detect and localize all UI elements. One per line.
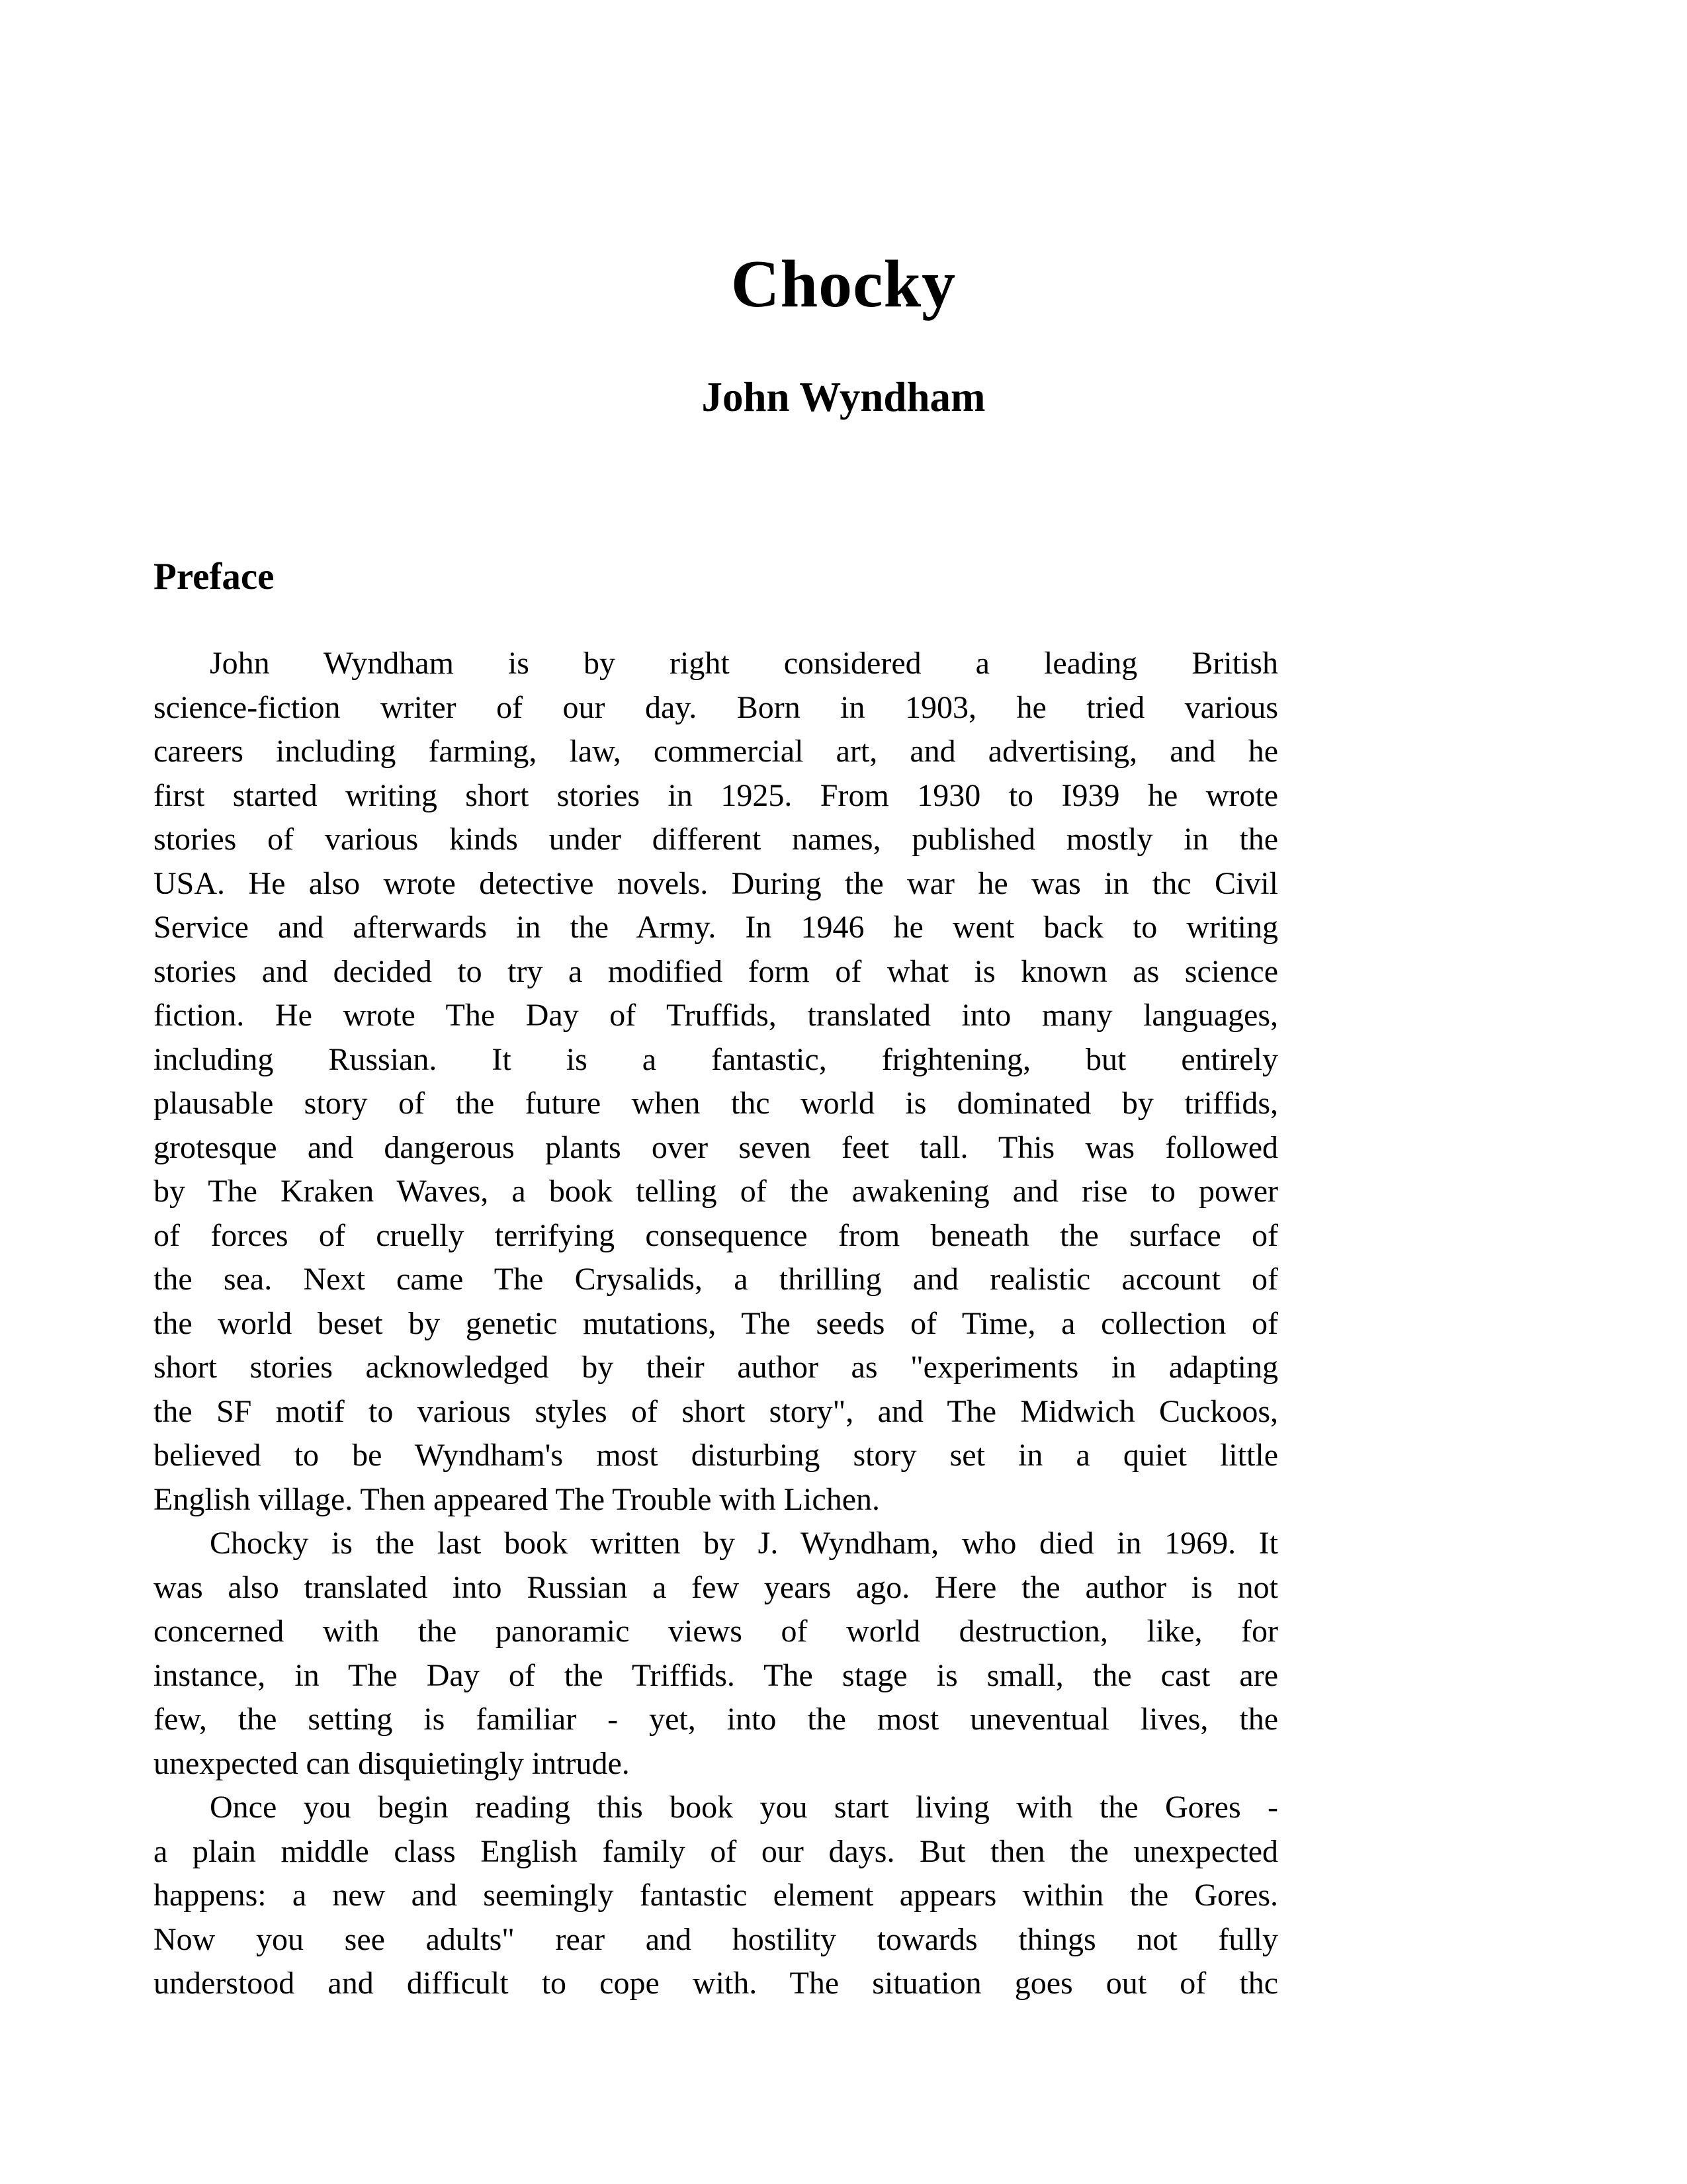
text-line: Service and afterwards in the Army. In 1946 he went back to writing — [153, 910, 1278, 945]
preface-body — [153, 642, 1278, 2006]
text-line: plausable story of the future when thc world is dominated by triffids, — [153, 1086, 1278, 1121]
text-line: including Russian. It is a fantastic, frightening, but entirely — [153, 1041, 1278, 1077]
text-line: stories of various kinds under different names, published mostly in the — [153, 822, 1278, 857]
text-line: unexpected can disquietingly intrude. — [153, 1745, 630, 1781]
text-line: first started writing short stories in 1925. From 1930 to I939 he wrote — [153, 777, 1278, 813]
text-line: concerned with the panoramic views of world destruction, like, for — [153, 1614, 1278, 1649]
section-heading: Preface — [153, 556, 275, 597]
text-line: stories and decided to try a modified form of what is known as science — [153, 953, 1278, 989]
text-line: Once you begin reading this book you start living with the Gores - — [210, 1790, 1278, 1825]
text-line: by The Kraken Waves, a book telling of the awakening and rise to power — [153, 1174, 1278, 1209]
text-line: English village. Then appeared The Trouble with Lichen. — [153, 1481, 880, 1517]
text-line: happens: a new and seemingly fantastic element appears within the Gores. — [153, 1878, 1278, 1913]
text-line: grotesque and dangerous plants over seven feet tall. This was followed — [153, 1129, 1278, 1165]
text-line: Chocky is the last book written by J. Wyndham, who died in 1969. It — [210, 1526, 1278, 1561]
book-title: Chocky — [730, 247, 957, 322]
text-line: few, the setting is familiar - yet, into the most uneventual lives, the — [153, 1702, 1278, 1737]
text-line: the sea. Next came The Crysalids, a thrilling and realistic account of — [153, 1262, 1278, 1297]
text-line: science-fiction writer of our day. Born in 1903, he tried various — [153, 689, 1278, 725]
text-line: instance, in The Day of the Triffids. The stage is small, the cast are — [153, 1657, 1278, 1693]
text-line: careers including farming, law, commercial art, and advertising, and he — [153, 734, 1278, 769]
book-author: John Wyndham — [701, 374, 986, 420]
text-line: USA. He also wrote detective novels. During the war he was in thc Civil — [153, 865, 1278, 901]
text-line: short stories acknowledged by their author as "experiments in adapting — [153, 1350, 1278, 1385]
text-line: understood and difficult to cope with. The situation goes out of thc — [153, 1966, 1278, 2001]
text-line: fiction. He wrote The Day of Truffids, translated into many languages, — [153, 998, 1278, 1033]
text-line: the world beset by genetic mutations, The seeds of Time, a collection of — [153, 1305, 1278, 1341]
text-line: believed to be Wyndham's most disturbing story set in a quiet little — [153, 1438, 1278, 1473]
text-line: a plain middle class English family of our days. But then the unexpected — [153, 1833, 1278, 1869]
text-line: of forces of cruelly terrifying consequence from beneath the surface of — [153, 1217, 1278, 1253]
text-line: John Wyndham is by right considered a leading British — [210, 646, 1278, 681]
text-line: the SF motif to various styles of short story", and The Midwich Cuckoos, — [153, 1393, 1278, 1429]
text-line: Now you see adults" rear and hostility towards things not fully — [153, 1921, 1278, 1957]
text-line: was also translated into Russian a few years ago. Here the author is not — [153, 1569, 1278, 1605]
